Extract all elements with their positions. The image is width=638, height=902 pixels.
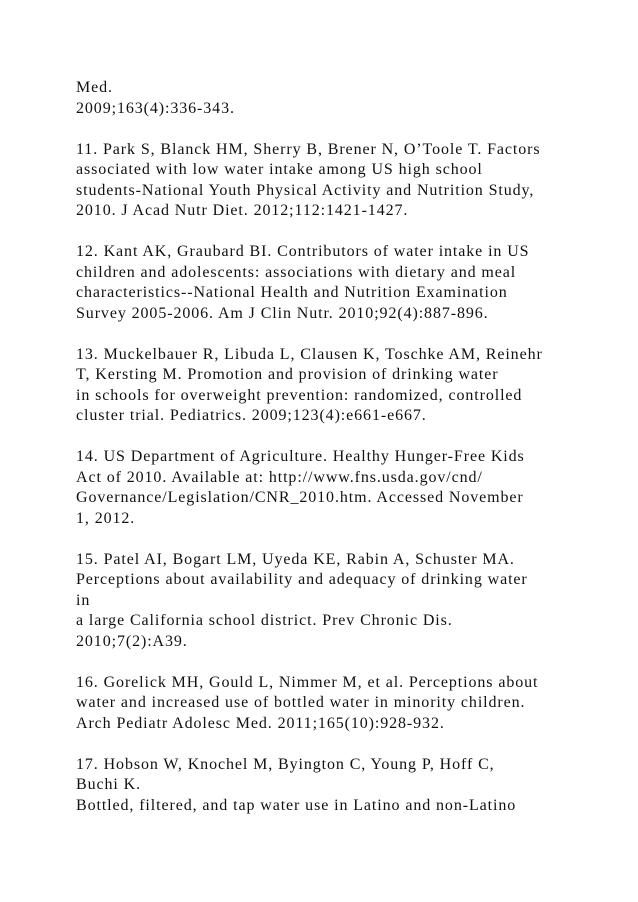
blank-line <box>76 652 606 673</box>
blank-line <box>76 222 606 243</box>
reference-11-line: students-National Youth Physical Activity and Nutrition Study, <box>76 181 535 199</box>
reference-16-line: water and increased use of bottled water in minority children. <box>76 694 526 711</box>
reference-12-line: characteristics--National Health and Nutrition Examination <box>76 284 508 301</box>
reference-list <box>76 78 606 816</box>
reference-11-line: associated with low water intake among US high school <box>76 161 483 178</box>
reference-17-line: 17. Hobson W, Knochel M, Byington C, Young P, Hoff C, <box>76 755 495 773</box>
reference-12-line: 12. Kant AK, Graubard BI. Contributors of water intake in US <box>76 243 530 260</box>
reference-16-line: Arch Pediatr Adolesc Med. 2011;165(10):928-932. <box>76 714 445 732</box>
reference-15-line: a large California school district. Prev Chronic Dis. <box>76 612 453 629</box>
reference-14-line: Governance/Legislation/CNR_2010.htm. Accessed November <box>76 489 524 506</box>
blank-line <box>76 119 606 140</box>
reference-11-line: 2010. J Acad Nutr Diet. 2012;112:1421-1427. <box>76 202 409 219</box>
reference-14-line: 14. US Department of Agriculture. Healthy Hunger-Free Kids <box>76 448 525 465</box>
reference-13-line: 13. Muckelbauer R, Libuda L, Clausen K, Toschke AM, Reinehr <box>76 345 543 363</box>
reference-13-line: T, Kersting M. Promotion and provision of drinking water <box>76 366 499 383</box>
reference-13-line: in schools for overweight prevention: randomized, controlled <box>76 386 523 404</box>
reference-17-line: Bottled, filtered, and tap water use in Latino and non-Latino <box>76 796 517 814</box>
text-line: 2009;163(4):336-343. <box>76 99 235 117</box>
reference-14-line: Act of 2010. Available at: http://www.fns.usda.gov/cnd/ <box>76 468 483 486</box>
reference-14-line: 1, 2012. <box>76 509 136 527</box>
text-line: Med. <box>76 79 113 96</box>
reference-15-line: in <box>76 591 91 609</box>
blank-line <box>76 529 606 550</box>
reference-15-line: 15. Patel AI, Bogart LM, Uyeda KE, Rabin A, Schuster MA. <box>76 550 515 568</box>
reference-15-line: 2010;7(2):A39. <box>76 632 188 650</box>
blank-line <box>76 734 606 755</box>
blank-line <box>76 324 606 345</box>
reference-11-line: 11. Park S, Blanck HM, Sherry B, Brener N, O’Toole T. Factors <box>76 140 541 158</box>
reference-16-line: 16. Gorelick MH, Gould L, Nimmer M, et al. Perceptions about <box>76 673 539 691</box>
reference-12-line: children and adolescents: associations with dietary and meal <box>76 263 517 281</box>
reference-15-line: Perceptions about availability and adequacy of drinking water <box>76 571 528 588</box>
blank-line <box>76 427 606 448</box>
reference-12-line: Survey 2005-2006. Am J Clin Nutr. 2010;92(4):887-896. <box>76 304 489 322</box>
reference-17-line: Buchi K. <box>76 776 141 793</box>
reference-13-line: cluster trial. Pediatrics. 2009;123(4):e661-e667. <box>76 407 427 424</box>
